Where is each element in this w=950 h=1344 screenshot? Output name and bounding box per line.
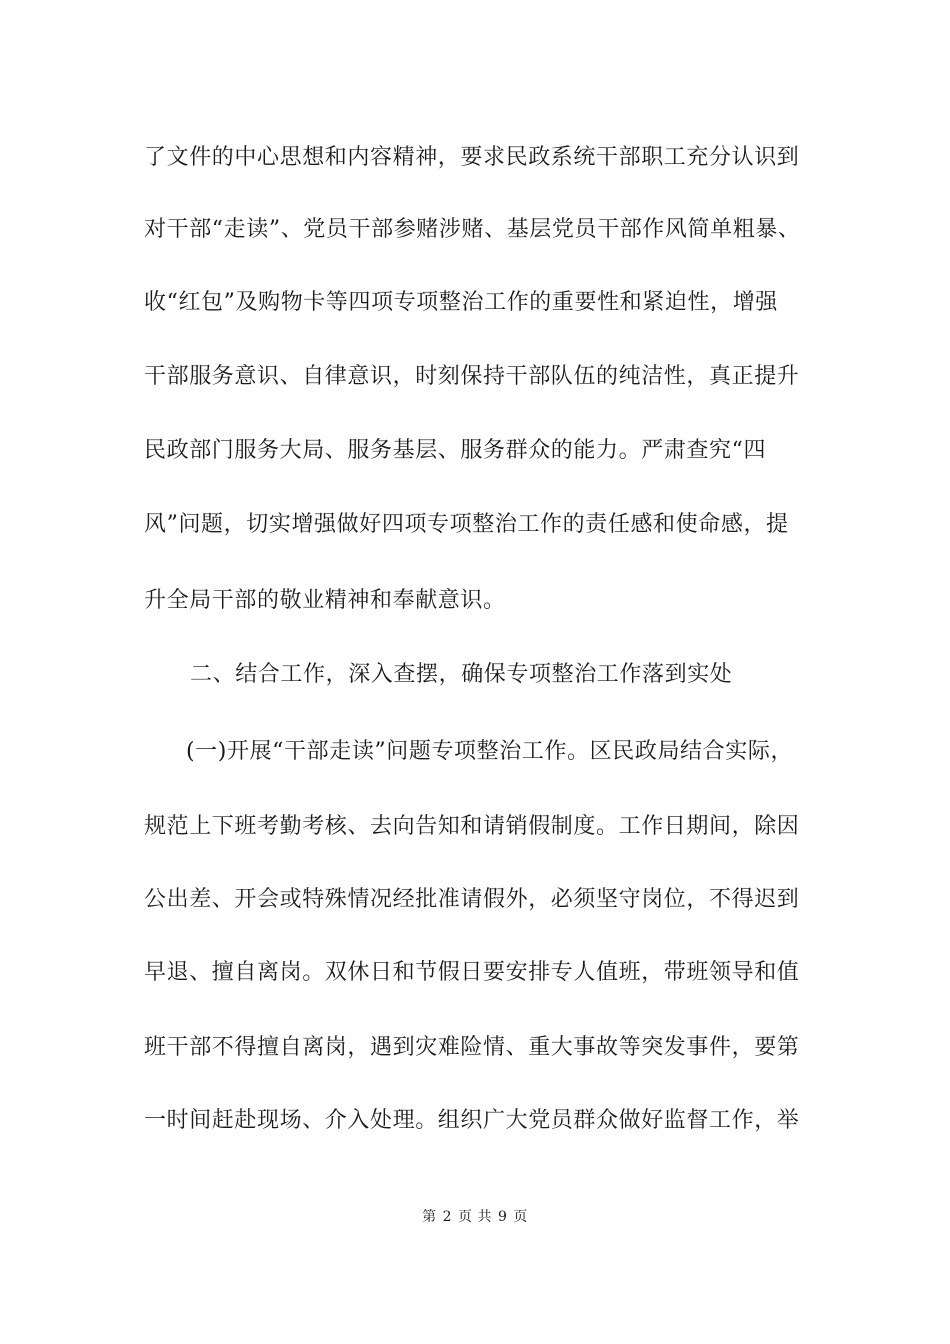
body-line-11: 公出差、开会或特殊情况经批准请假外，必须坚守岗位，不得迟到 [144, 887, 800, 912]
current-page-number: 2 [442, 1209, 453, 1225]
section-heading: 二、结合工作，深入查摆，确保专项整治工作落到实处 [190, 662, 733, 687]
body-line-6: 风”问题，切实增强做好四项专项整治工作的责任感和使命感，提 [144, 512, 789, 537]
body-line-4: 干部服务意识、自律意识，时刻保持干部队伍的纯洁性，真正提升 [144, 364, 800, 389]
footer-mid: 页 共 [458, 1209, 492, 1225]
total-pages-number: 9 [497, 1209, 508, 1225]
body-line-13: 班干部不得擅自离岗，遇到灾难险情、重大事故等突发事件，要第 [144, 1035, 800, 1060]
body-line-14: 一时间赶赴现场、介入处理。组织广大党员群众做好监督工作，举 [144, 1108, 800, 1133]
body-line-1: 了文件的中心思想和内容精神，要求民政系统干部职工充分认识到 [144, 145, 800, 170]
page-footer [0, 1207, 950, 1227]
subsection-first-line: (一)开展“干部走读”问题专项整治工作。区民政局结合实际， [186, 739, 794, 764]
body-line-3: 收“红包”及购物卡等四项专项整治工作的重要性和紧迫性，增强 [144, 290, 778, 315]
body-line-5: 民政部门服务大局、服务基层、服务群众的能力。严肃查究“四 [144, 438, 767, 463]
footer-prefix: 第 [422, 1209, 437, 1225]
footer-suffix: 页 [513, 1209, 528, 1225]
body-line-2: 对干部“走读”、党员干部参赌涉赌、基层党员干部作风简单粗暴、 [144, 217, 801, 242]
body-line-7: 升全局干部的敬业精神和奉献意识。 [144, 588, 506, 613]
body-line-10: 规范上下班考勤考核、去向告知和请销假制度。工作日期间，除因 [144, 814, 800, 839]
body-line-12: 早退、擅自离岗。双休日和节假日要安排专人值班，带班领导和值 [144, 960, 800, 985]
